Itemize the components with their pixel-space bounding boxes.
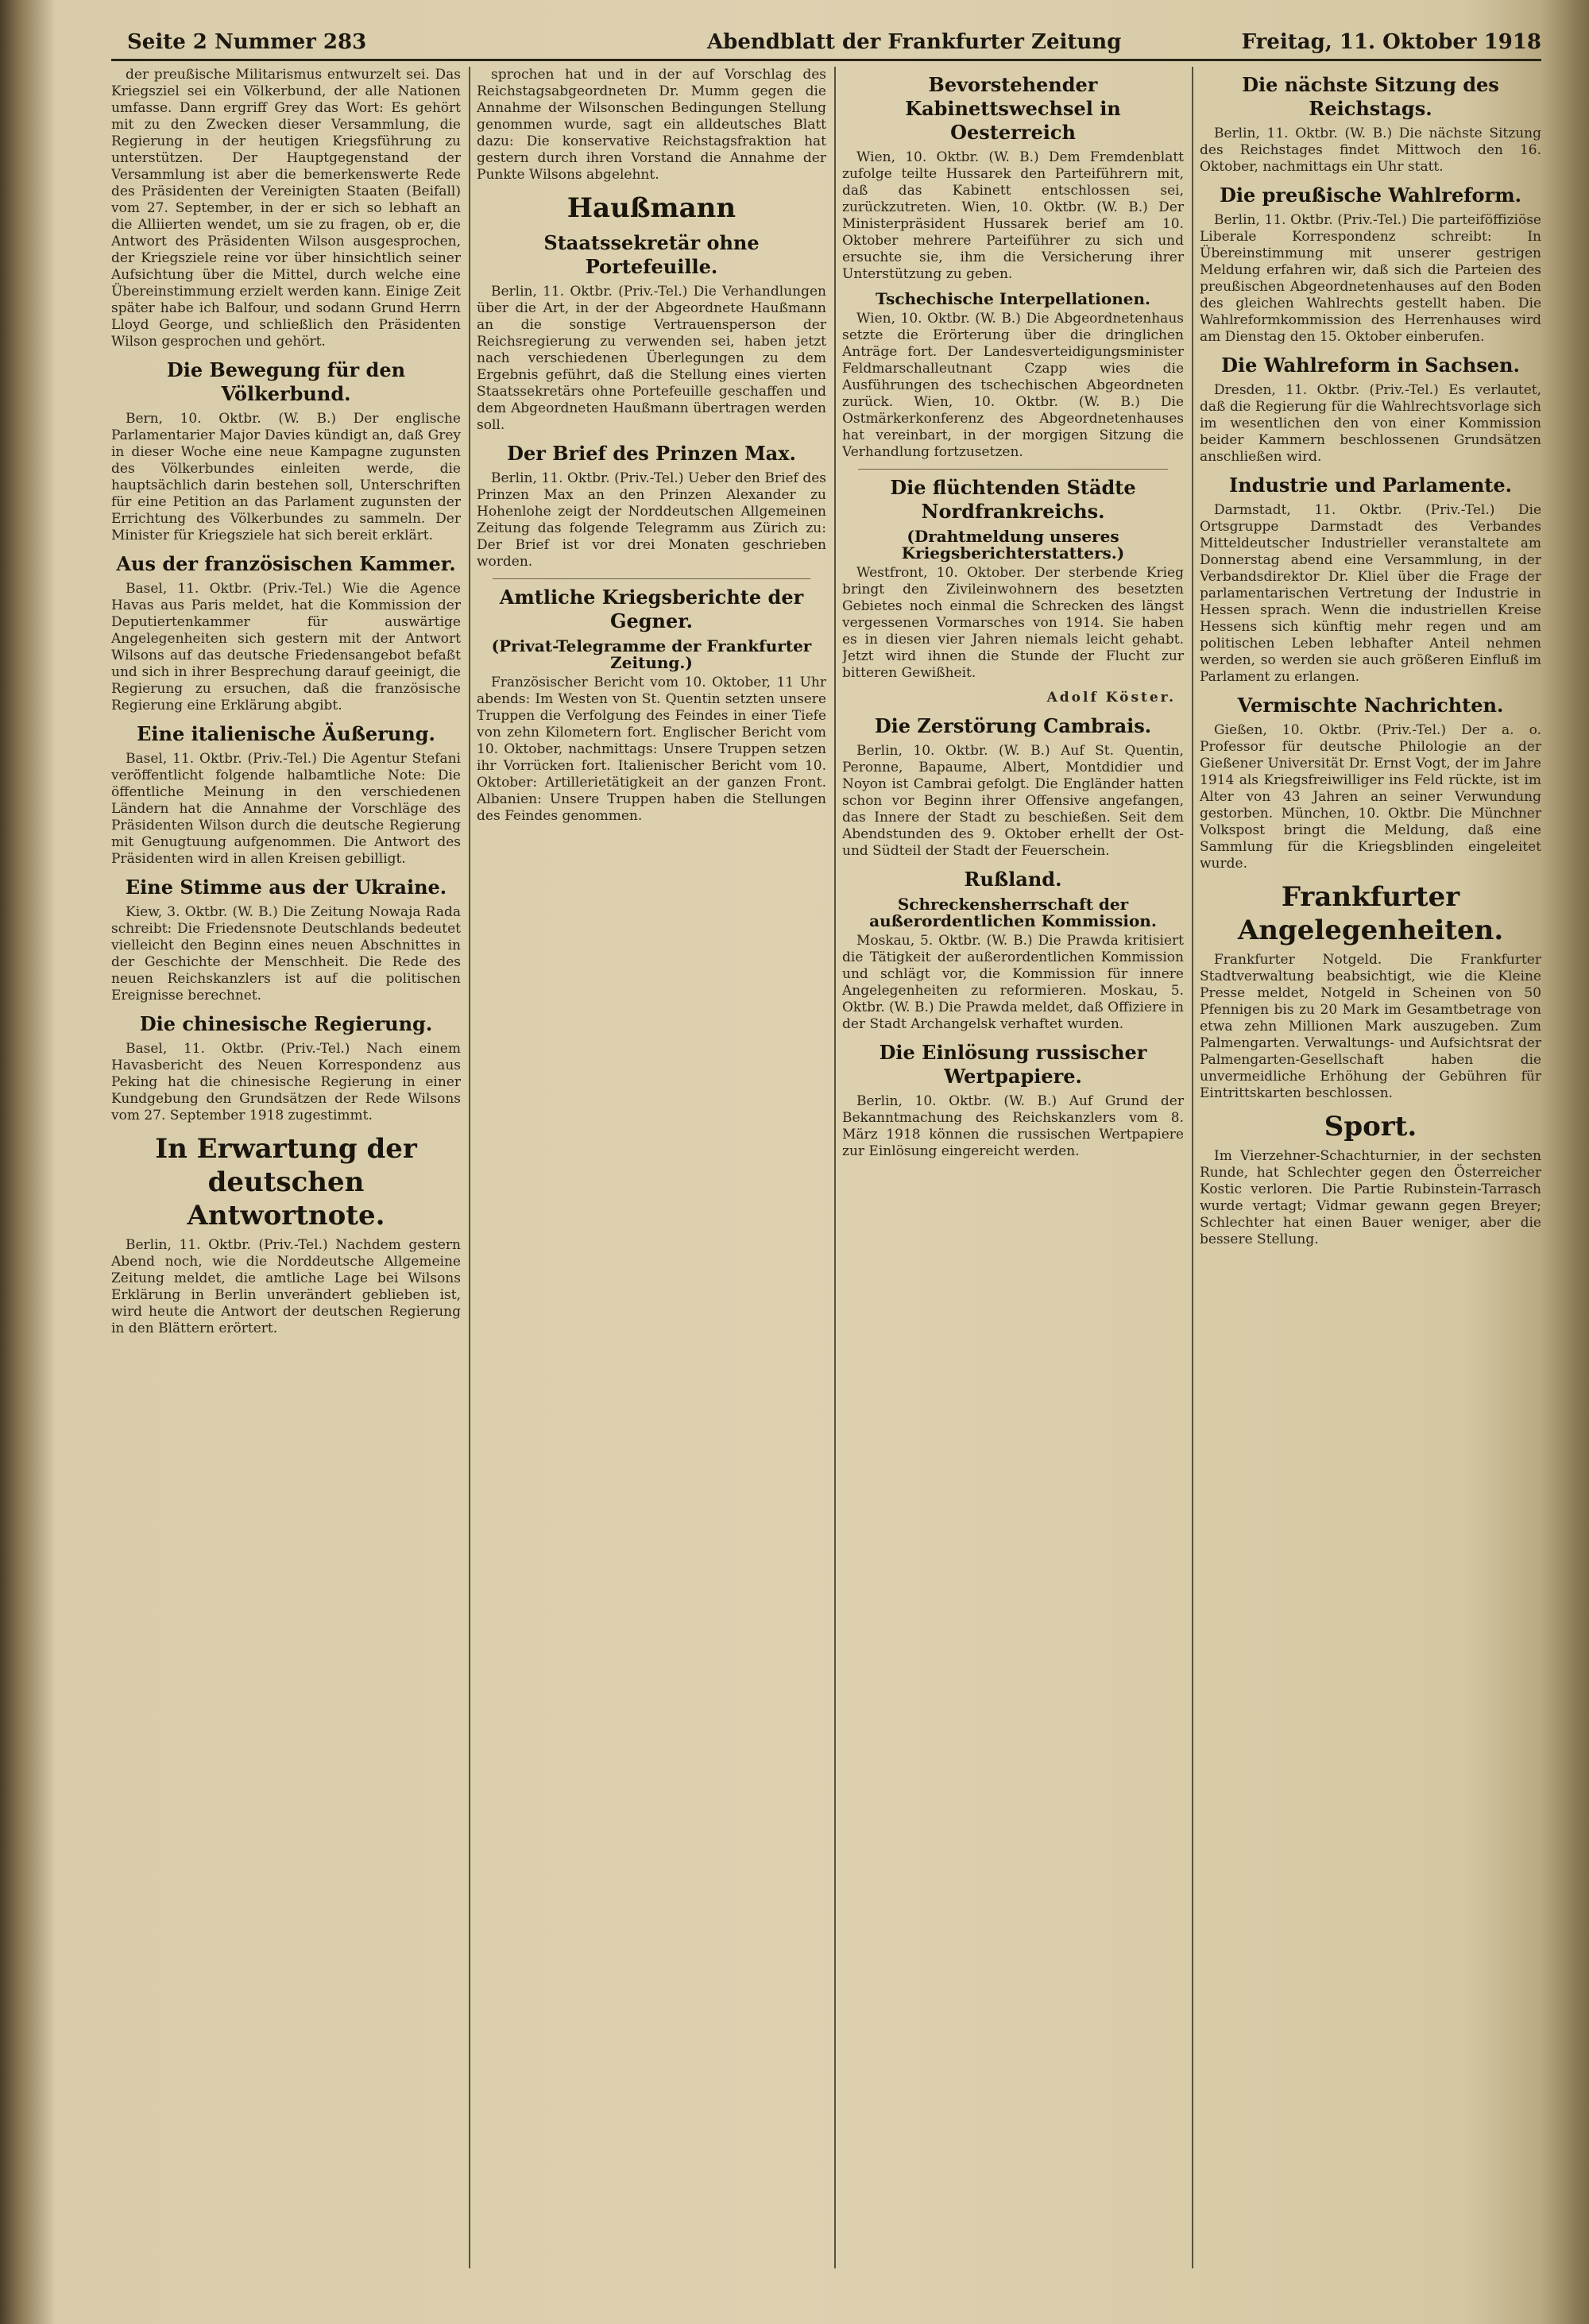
page-header [111, 30, 1541, 61]
article-text: Dresden, 11. Oktbr. (Priv.-Tel.) Es verlautet, daß die Regierung für die Wahlrechtsvorlage sich im wesentlichen den von einer Kommission beider Kammern beschlossenen Grundsätzen anschließen wird. [1200, 382, 1541, 465]
column-3 [842, 67, 1184, 2268]
column-2 [477, 67, 826, 2268]
section-heading: Aus der französischen Kammer. [116, 552, 456, 575]
column-rule [1192, 67, 1193, 2268]
section-heading: Amtliche Kriegsberichte der Gegner. [499, 586, 804, 632]
section-heading: Die nächste Sitzung des Reichstags. [1242, 73, 1499, 120]
section-heading: Eine Stimme aus der Ukraine. [125, 876, 447, 899]
newspaper-title: Abendblatt der Frankfurter Zeitung [707, 30, 1122, 54]
section-heading: Industrie und Parlamente. [1228, 474, 1512, 497]
article-text: Berlin, 11. Oktbr. (Priv.-Tel.) Ueber den Brief des Prinzen Max an den Prinzen Alexander zu Hohenlohe zeigt der Norddeutschen Allgemeinen Zeitung das folgende Telegramm aus Zürich zu: Der Brief ist vor drei Monaten geschrieben worden. [477, 470, 826, 570]
article-text: Westfront, 10. Oktober. Der sterbende Krieg bringt den Zivileinwohnern des besetzten Gebietes noch einmal die Schrecken des längst vergessenen Vormarsches von 1914. Sie haben es in diesen vier Jahren niemals leicht gehabt. Jetzt wird ihnen die Stunde der Flucht zur bitteren Gewißheit. [842, 565, 1184, 681]
column-1 [111, 67, 461, 2268]
article-text: Basel, 11. Oktbr. (Priv.-Tel.) Nach einem Havasbericht des Neuen Korrespondenz aus Peking hat die chinesische Regierung in einer Kundgebung den Grundsätzen der Rede Wilsons vom 27. September 1918 zugestimmt. [111, 1041, 461, 1123]
article-text: Wien, 10. Oktbr. (W. B.) Dem Fremdenblatt zufolge teilte Hussarek den Parteiführern mit, daß das Kabinett entschlossen sei, zurückzutreten. Wien, 10. Oktbr. (W. B.) Der Ministerpräsident Hussarek berief am 10. Oktober mehrere Parteiführer zu sich und ersuchte sie, ihm die Versicherung ihrer Unterstützung zu geben. [842, 149, 1184, 282]
column-rule [834, 67, 836, 2268]
column-rule [469, 67, 470, 2268]
article-text: Bern, 10. Oktbr. (W. B.) Der englische Parlamentarier Major Davies kündigt an, daß Grey in dieser Woche eine neue Kampagne zugunsten des Völkerbundes einleiten werde, die hauptsächlich darin bestehen soll, Unterschriften für eine Petition an das Parlament zugunsten der Errichtung des Völkerbundes zu sammeln. Der Minister für Kriegsziele hat sich bereit erklärt. [111, 411, 461, 543]
section-heading: Rußland. [964, 868, 1062, 891]
issue-date: Freitag, 11. Oktober 1918 [1241, 30, 1541, 54]
article-text: Berlin, 11. Oktbr. (Priv.-Tel.) Die Verhandlungen über die Art, in der der Abgeordnete Haußmann an die sonstige Vertrauensperson der Reichsregierung zu verwenden sei, haben jetzt nach verschiedenen Überlegungen zu dem Ergebnis geführt, daß die Stellung eines vierten Staatssekretärs ohne Portefeuille geschaffen und dem Abgeordneten Haußmann übertragen werden soll. [477, 284, 826, 433]
author-signature: Adolf Köster. [1046, 690, 1176, 706]
section-heading: Sport. [1324, 1111, 1417, 1143]
section-heading: Die Wahlreform in Sachsen. [1221, 354, 1520, 377]
article-text: Basel, 11. Oktbr. (Priv.-Tel.) Die Agentur Stefani veröffentlicht folgende halbamtliche Note: Die öffentliche Meinung in den verschiedenen Ländern hat die Annahme der Vorschläge des Präsidenten Wilson durch die deutsche Regierung mit Genugtuung aufgenommen. Die Antwort des Präsidenten wird in allen Kreisen gebilligt. [111, 751, 461, 867]
section-heading: Der Brief des Prinzen Max. [507, 442, 796, 465]
section-heading: Die chinesische Regierung. [139, 1012, 433, 1035]
article-text: sprochen hat und in der auf Vorschlag des Reichstagsabgeordneten Dr. Mumm gegen die Annahme der Wilsonschen Bedingungen Stellung genommen wurde, sagt ein alldeutsches Blatt dazu: Die konservative Reichstagsfraktion hat gestern durch ihren Vorstand die Annahme der Punkte Wilsons abgelehnt. [477, 67, 826, 183]
section-heading: Haußmann [566, 192, 737, 224]
article-text: Berlin, 11. Oktbr. (Priv.-Tel.) Die parteiföffiziöse Liberale Korrespondenz schreibt: In Übereinstimmung mit unserer gestrigen Meldung erfahren wir, daß sich die Parteien des preußischen Abgeordnetenhauses auf den Boden des gleichen Wahlrechts gestellt haben. Die Wahlreformkommission des Herrenhauses wird am Dienstag den 15. Oktober einberufen. [1200, 212, 1541, 345]
article-text: Berlin, 11. Oktbr. (W. B.) Die nächste Sitzung des Reichstages findet Mittwoch den 16. Oktober, nachmittags ein Uhr statt. [1200, 126, 1541, 175]
section-heading: Eine italienische Äußerung. [137, 722, 435, 745]
column-4 [1200, 67, 1541, 2268]
article-text: der preußische Militarismus entwurzelt sei. Das Kriegsziel sei ein Völkerbund, der alle Nationen umfasse. Dann ergriff Grey das Wort: Es gehört mit zu den Zwecken dieser Versammlung, die Regierung in der heutigen Kriegsführung zu unterstützen. Der Hauptgegenstand der Versammlung ist aber die bemerkenswerte Rede des Präsidenten der Vereinigten Staaten (Beifall) vom 27. September, in der er sich so lebhaft an die Alliierten wendet, um sie zu fragen, ob er, die Antwort des Präsidenten Wilson ausgesprochen, der Kriegsziele reine vor über hinsichtlich seiner Aufsichtung über die Mittel, durch welche eine Übereinstimmung erzielt werden kann. Einige Zeit später habe ich Balfour, und sodann Grund Herrn Lloyd George, und schließlich den Präsidenten Wilson gesprochen und gehört. [111, 67, 461, 350]
divider [858, 469, 1168, 470]
article-text: Gießen, 10. Oktbr. (Priv.-Tel.) Der a. o. Professor für deutsche Philologie an der Gießener Universität Dr. Ernst Vogt, der im Jahre 1914 als Kriegsfreiwilliger ins Feld rückte, ist im Alter von 43 Jahren an seiner Verwundung gestorben. München, 10. Oktbr. Die Münchner Volkspost bringt die Meldung, daß eine Sammlung für die Kriegsblinden eingeleitet wurde. [1200, 722, 1541, 872]
section-heading: Tschechische Interpellationen. [876, 289, 1150, 308]
section-subheading: (Drahtmeldung unseres Kriegsberichterstatters.) [901, 527, 1125, 563]
section-heading: Die preußische Wahlreform. [1220, 184, 1521, 207]
article-text: Wien, 10. Oktbr. (W. B.) Die Abgeordnetenhaus setzte die Erörterung über die dringlichen Anträge fort. Der Landesverteidigungsminister Feldmarschalleutnant Czapp wies die Ausführungen des tschechischen Abgeordneten zurück. Wien, 10. Oktbr. (W. B.) Die Ostmärkerkonferenz des Abgeordnetenhauses hat vereinbart, in der morgigen Sitzung die Verhandlung fortzusetzen. [842, 311, 1184, 460]
article-text: Frankfurter Notgeld. Die Frankfurter Stadtverwaltung beabsichtigt, wie die Kleine Presse meldet, Notgeld in Scheinen von 50 Pfennigen bis zu 20 Mark im Gesamtbetrage von etwa zehn Millionen Mark auszugeben. Zum Palmengarten. Verwaltungs- und Aufsichtsrat der Palmengarten-Gesellschaft haben die unvermeidliche Erhöhung der Gebühren für Eintrittskarten beschlossen. [1200, 952, 1541, 1101]
section-heading: Die Einlösung russischer Wertpapiere. [879, 1041, 1147, 1088]
divider [493, 578, 810, 579]
section-subheading: Schreckensherrschaft der außerordentlichen Kommission. [869, 895, 1157, 930]
article-text: Moskau, 5. Oktbr. (W. B.) Die Prawda kritisiert die Tätigkeit der außerordentlichen Kommission und schlägt vor, die Kommission für innere Angelegenheiten zu reformieren. Moskau, 5. Oktbr. (W. B.) Die Prawda meldet, daß Offiziere in der Stadt Archangelsk verhaftet wurden. [842, 933, 1184, 1032]
section-heading: In Erwartung der deutschen Antwortnote. [155, 1133, 417, 1232]
article-text: Berlin, 10. Oktbr. (W. B.) Auf Grund der Bekanntmachung des Reichskanzlers vom 8. März 1918 können die russischen Wertpapiere zur Einlösung eingereicht werden. [842, 1093, 1184, 1159]
article-text: Kiew, 3. Oktbr. (W. B.) Die Zeitung Nowaja Rada schreibt: Die Friedensnote Deutschlands bedeutet vielleicht den Beginn eines neuen Abschnittes in der Geschichte der Menschheit. Die Rede des neuen Reichskanzlers ist auf die politischen Ereignisse berechnet. [111, 904, 461, 1003]
section-heading: Bevorstehender Kabinettswechsel in Oesterreich [905, 73, 1121, 144]
article-text: Darmstadt, 11. Oktbr. (Priv.-Tel.) Die Ortsgruppe Darmstadt des Verbandes Mitteldeutscher Industrieller veranstaltete am Donnerstag abend eine Versammlung, in der Verbandsdirektor Dr. Kliel über die Frage der parlamentarischen Vertretung der Industrie in Hessen sprach. Wenn die industriellen Kreise Hessens sich künftig mehr regen und am politischen Leben lebhafter Anteil nehmen werden, so werden sie auch größeren Einfluß im Parlament zu erlangen. [1200, 502, 1541, 685]
section-heading: Die Zerstörung Cambrais. [874, 714, 1152, 737]
section-heading: Vermischte Nachrichten. [1237, 694, 1504, 717]
article-text: Im Vierzehner-Schachturnier, in der sechsten Runde, hat Schlechter gegen den Österreicher Kostic verloren. Die Partie Rubinstein-Tarrasch wurde vertagt; Vidmar gewann gegen Breyer; Schlechter hat einen Bauer weniger, aber die bessere Stellung. [1200, 1148, 1541, 1247]
section-heading: Die Bewegung für den Völkerbund. [166, 358, 406, 405]
section-heading: Die flüchtenden Städte Nordfrankreichs. [890, 476, 1136, 523]
section-subheading: Staatssekretär ohne Portefeuille. [543, 231, 760, 278]
section-heading: Frankfurter Angelegenheiten. [1237, 881, 1504, 946]
section-subheading: (Privat-Telegramme der Frankfurter Zeitung.) [491, 636, 812, 672]
article-text: Französischer Bericht vom 10. Oktober, 11 Uhr abends: Im Westen von St. Quentin setzten unsere Truppen die Verfolgung des Feindes in einer Tiefe von zehn Kilometern fort. Englischer Bericht vom 10. Oktober, nachmittags: Unsere Truppen setzen ihr Vorrücken fort. Italienischer Bericht vom 10. Oktober: Artillerietätigkeit an der ganzen Front. Albanien: Unsere Truppen haben die Stellungen des Feindes genommen. [477, 675, 826, 824]
article-text: Berlin, 10. Oktbr. (W. B.) Auf St. Quentin, Peronne, Bapaume, Albert, Montdidier und Noyon ist Cambrai gefolgt. Die Engländer hatten schon vor Beginn ihrer Offensive angefangen, das Innere der Stadt zu beschießen. Seit dem Abendstunden des 9. Oktober erhellt der Ost- und Südteil der Stadt der Feuerschein. [842, 743, 1184, 859]
article-text: Basel, 11. Oktbr. (Priv.-Tel.) Wie die Agence Havas aus Paris meldet, hat die Kommission der Deputiertenkammer für auswärtige Angelegenheiten sich gestern mit der Antwort Wilsons auf das deutsche Friedensangebot befaßt und sich in ihrer Besprechung darauf geeinigt, die Regierung zu ersuchen, daß die französische Regierung eine Erklärung abgibt. [111, 581, 461, 713]
article-text: Berlin, 11. Oktbr. (Priv.-Tel.) Nachdem gestern Abend noch, wie die Norddeutsche Allgemeine Zeitung meldet, die amtliche Lage bei Wilsons Erklärung in Berlin unverändert geblieben ist, wird heute die Antwort der deutschen Regierung in den Blättern erörtert. [111, 1237, 461, 1336]
page-number: Seite 2 Nummer 283 [127, 30, 367, 54]
